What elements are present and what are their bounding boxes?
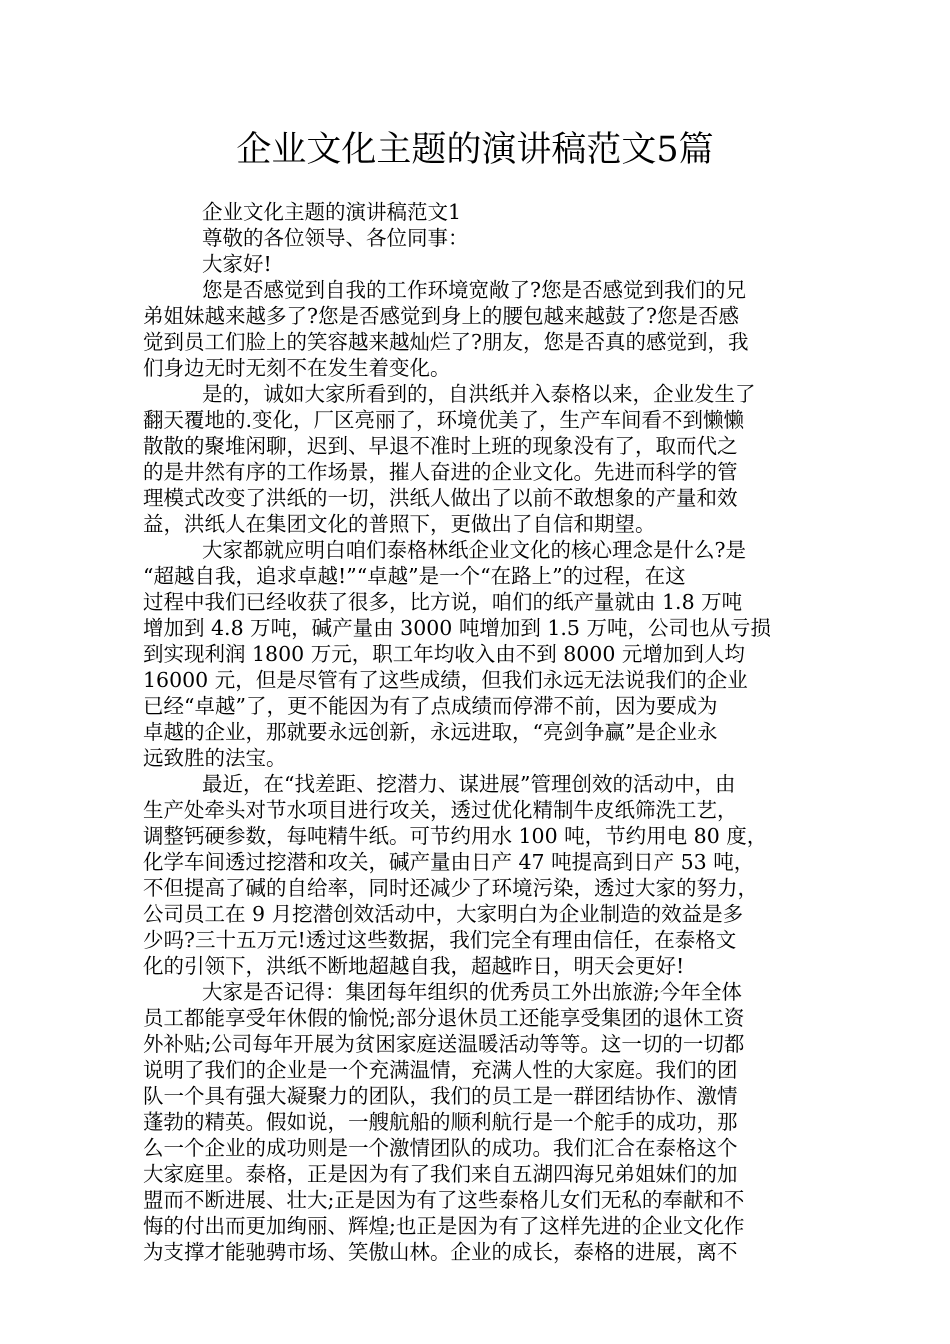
text-line: 为支撑才能驰骋市场、笑傲山林。企业的成长，泰格的进展，离不 [143,1240,738,1264]
text-line: 说明了我们的企业是一个充满温情，充满人性的大家庭。我们的团 [143,1058,738,1082]
text-line: 已经“卓越”了，更不能因为有了点成绩而停滞不前，因为要成为 [143,694,718,718]
text-line: 队一个具有强大凝聚力的团队，我们的员工是一群团结协作、激情 [143,1084,738,1108]
text-line: 们身边无时无刻不在发生着变化。 [143,356,451,380]
text-line: 是的，诚如大家所看到的，自洪纸并入泰格以来，企业发生了 [202,382,756,406]
text-line: 最近，在“找差距、挖潜力、谋进展”管理创效的活动中，由 [202,772,736,796]
text-line: 到实现利润 1800 万元，职工年均收入由不到 8000 元增加到人均 [143,642,745,666]
text-line: 么一个企业的成功则是一个激情团队的成功。我们汇合在泰格这个 [143,1136,738,1160]
text-line: 蓬勃的精英。假如说，一艘航船的顺利航行是一个舵手的成功，那 [143,1110,738,1134]
text-line: 不但提高了碱的自给率，同时还减少了环境污染，透过大家的努力， [143,876,758,900]
text-line: 大家好! [202,252,272,276]
text-line: 悔的付出而更加绚丽、辉煌;也正是因为有了这样先进的企业文化作 [143,1214,745,1238]
text-line: “超越自我，追求卓越!”“卓越”是一个“在路上”的过程，在这 [143,564,686,588]
text-line: 16000 元，但是尽管有了这些成绩，但我们永远无法说我们的企业 [143,668,748,692]
text-line: 企业文化主题的演讲稿范文1 [202,200,462,224]
document-body [143,199,807,1265]
text-line: 化的引领下，洪纸不断地超越自我，超越昨日，明天会更好! [143,954,685,978]
text-line: 大家是否记得：集团每年组织的优秀员工外出旅游;今年全体 [202,980,742,1004]
text-line: 盟而不断进展、壮大;正是因为有了这些泰格儿女们无私的奉献和不 [143,1188,745,1212]
text-line: 卓越的企业，那就要永远创新，永远进取，“亮剑争赢”是企业永 [143,720,718,744]
text-line: 您是否感觉到自我的工作环境宽敞了?您是否感觉到我们的兄 [202,278,746,302]
text-line: 大家都就应明白咱们泰格林纸企业文化的核心理念是什么?是 [202,538,746,562]
text-line: 生产处牵头对节水项目进行攻关，透过优化精制牛皮纸筛洗工艺， [143,798,738,822]
text-line: 觉到员工们脸上的笑容越来越灿烂了?朋友，您是否真的感觉到，我 [143,330,749,354]
text-line: 翻天覆地的.变化，厂区亮丽了，环境优美了，生产车间看不到懒懒 [143,408,745,432]
text-line: 弟姐妹越来越多了?您是否感觉到身上的腰包越来越鼓了?您是否感 [143,304,739,328]
text-line: 外补贴;公司每年开展为贫困家庭送温暖活动等等。这一切的一切都 [143,1032,745,1056]
text-line: 远致胜的法宝。 [143,746,287,770]
text-line: 调整钙硬参数，每吨精牛纸。可节约用水 100 吨，节约用电 80 度， [143,824,768,848]
text-line: 散散的聚堆闲聊，迟到、早退不准时上班的现象没有了，取而代之 [143,434,738,458]
text-line: 理模式改变了洪纸的一切，洪纸人做出了以前不敢想象的产量和效 [143,486,738,510]
text-line: 过程中我们已经收获了很多，比方说，咱们的纸产量就由 1.8 万吨 [143,590,743,614]
text-line: 大家庭里。泰格，正是因为有了我们来自五湖四海兄弟姐妹们的加 [143,1162,738,1186]
document-title: 企业文化主题的演讲稿范文5篇 [236,130,714,170]
text-line: 的是井然有序的工作场景，摧人奋进的企业文化。先进而科学的管 [143,460,738,484]
text-line: 益，洪纸人在集团文化的普照下，更做出了自信和期望。 [143,512,656,536]
text-line: 尊敬的各位领导、各位同事： [202,226,469,250]
text-line: 员工都能享受年休假的愉悦;部分退休员工还能享受集团的退休工资 [143,1006,745,1030]
text-line: 增加到 4.8 万吨，碱产量由 3000 吨增加到 1.5 万吨，公司也从亏损 [143,616,771,640]
text-line: 少吗?三十五万元!透过这些数据，我们完全有理由信任，在泰格文 [143,928,737,952]
text-line: 公司员工在 9 月挖潜创效活动中，大家明白为企业制造的效益是多 [143,902,744,926]
text-line: 化学车间透过挖潜和攻关，碱产量由日产 47 吨提高到日产 53 吨， [143,850,755,874]
